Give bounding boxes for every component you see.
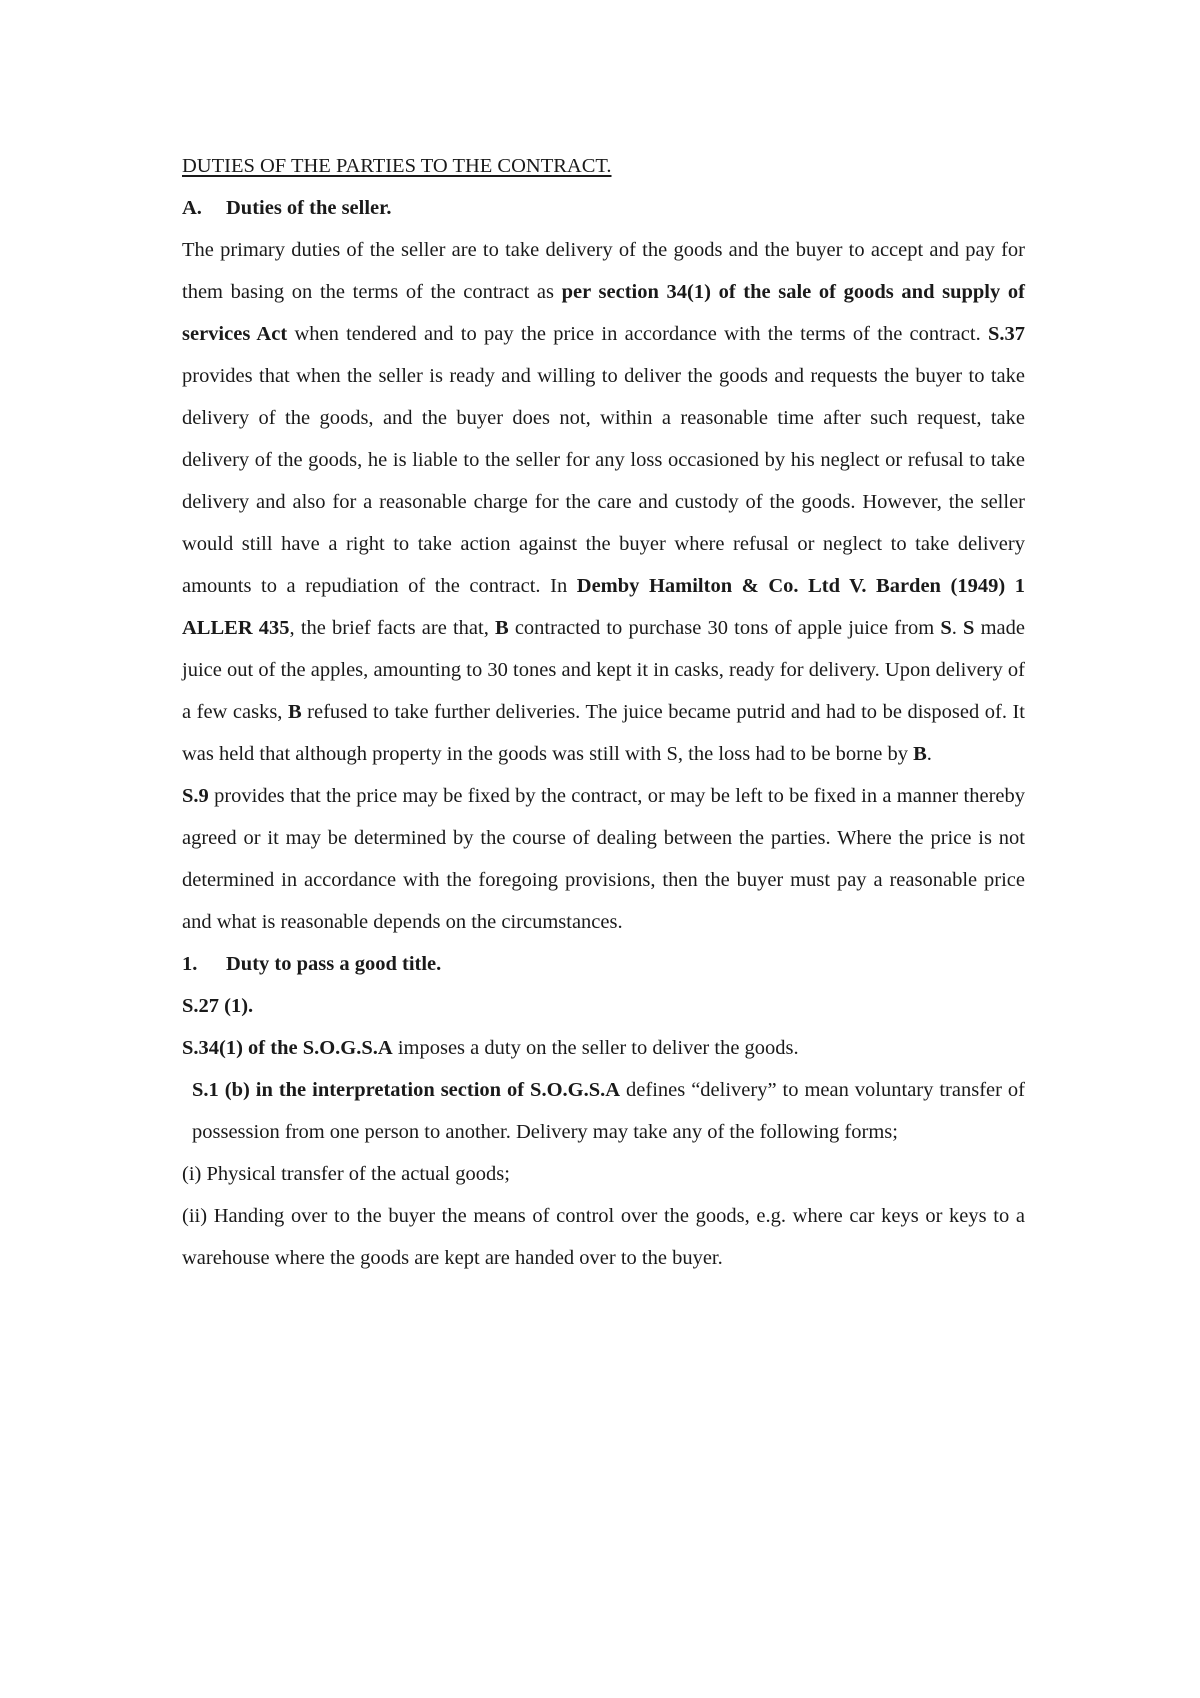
paragraph-seller-duties [182,229,1025,775]
document-title [182,145,1025,187]
s34-bold: S.34(1) of the S.O.G.S.A [182,1037,393,1059]
paragraph-s34 [182,1027,1025,1069]
para1-text-6: . [951,617,964,639]
delivery-form-ii [182,1195,1025,1279]
section-a-title: Duties of the seller. [226,197,392,219]
section-1-title: Duty to pass a good title. [226,953,442,975]
paragraph-price [182,775,1025,943]
para2-text-1: provides that the price may be fixed by the contract, or may be left to be fixed in a manner thereby agreed or it may be determined by the course of dealing between the parties. Where the price is not determined in accordance with the foregoing provisions, then the buyer must pay a reasonable price and what is reasonable depends on the circumstances. [182,785,1025,933]
para1-text-5: contracted to purchase 30 tons of apple juice from [508,617,941,639]
s1b-text: defines “delivery” to mean voluntary transfer of possession from one person to another. Delivery may take any of the following forms; [192,1079,1025,1143]
form-i-text: (i) Physical transfer of the actual goods; [182,1163,510,1185]
section-a-heading [182,187,1025,229]
para2-bold-1: S.9 [182,785,209,807]
para1-text-1: The primary duties of the seller are to take delivery of the goods and the buyer to accept and pay for them basing on the terms of the contract as [182,239,1025,303]
para1-bold-1: per section 34(1) of the sale of goods and supply of services Act [182,281,1025,345]
s27-text: S.27 (1). [182,995,254,1017]
para1-bold-8: B [913,743,927,765]
document-page [182,145,1025,1279]
para1-text-9: . [926,743,932,765]
para1-text-8: refused to take further deliveries. The juice became putrid and had to be disposed of. It was held that although property in the goods was still with S, the loss had to be borne by [182,701,1025,765]
section-1-label: 1. [182,953,198,975]
section-27-reference [182,985,1025,1027]
para1-text-2: when tendered and to pay the price in accordance with the terms of the contract. [287,323,988,345]
delivery-form-i [182,1153,1025,1195]
s1b-bold: S.1 (b) in the interpretation section of S.O.G.S.A [192,1079,621,1101]
para1-bold-4: B [494,617,509,639]
title-text: DUTIES OF THE PARTIES TO THE CONTRACT. [182,155,612,177]
para1-bold-2: S.37 [987,323,1025,345]
para1-bold-6: S [963,617,975,639]
para1-case-citation: Demby Hamilton & Co. Ltd V. Barden (1949) 1 ALLER 435 [182,575,1025,639]
para1-bold-7: B [287,701,302,723]
para1-text-4: , the brief facts are that, [289,617,495,639]
para1-bold-5: S [940,617,952,639]
section-1-heading [182,943,1025,985]
s34-text: imposes a duty on the seller to deliver the goods. [392,1037,799,1059]
para1-text-3: provides that when the seller is ready and willing to deliver the goods and requests the buyer to take delivery of the goods, and the buyer does not, within a reasonable time after such request, take delivery of the goods, he is liable to the seller for any loss occasioned by his neglect or refusal to take delivery and also for a reasonable charge for the care and custody of the goods. However, the seller would still have a right to take action against the buyer where refusal or neglect to take delivery amounts to a repudiation of the contract. In [182,365,1025,597]
form-ii-text: (ii) Handing over to the buyer the means of control over the goods, e.g. where car keys or keys to a warehouse where the goods are kept are handed over to the buyer. [182,1205,1025,1269]
para1-text-7: made juice out of the apples, amounting to 30 tones and kept it in casks, ready for delivery. Upon delivery of a few casks, [182,617,1025,723]
paragraph-s1b [182,1069,1025,1153]
section-a-label: A. [182,197,202,219]
